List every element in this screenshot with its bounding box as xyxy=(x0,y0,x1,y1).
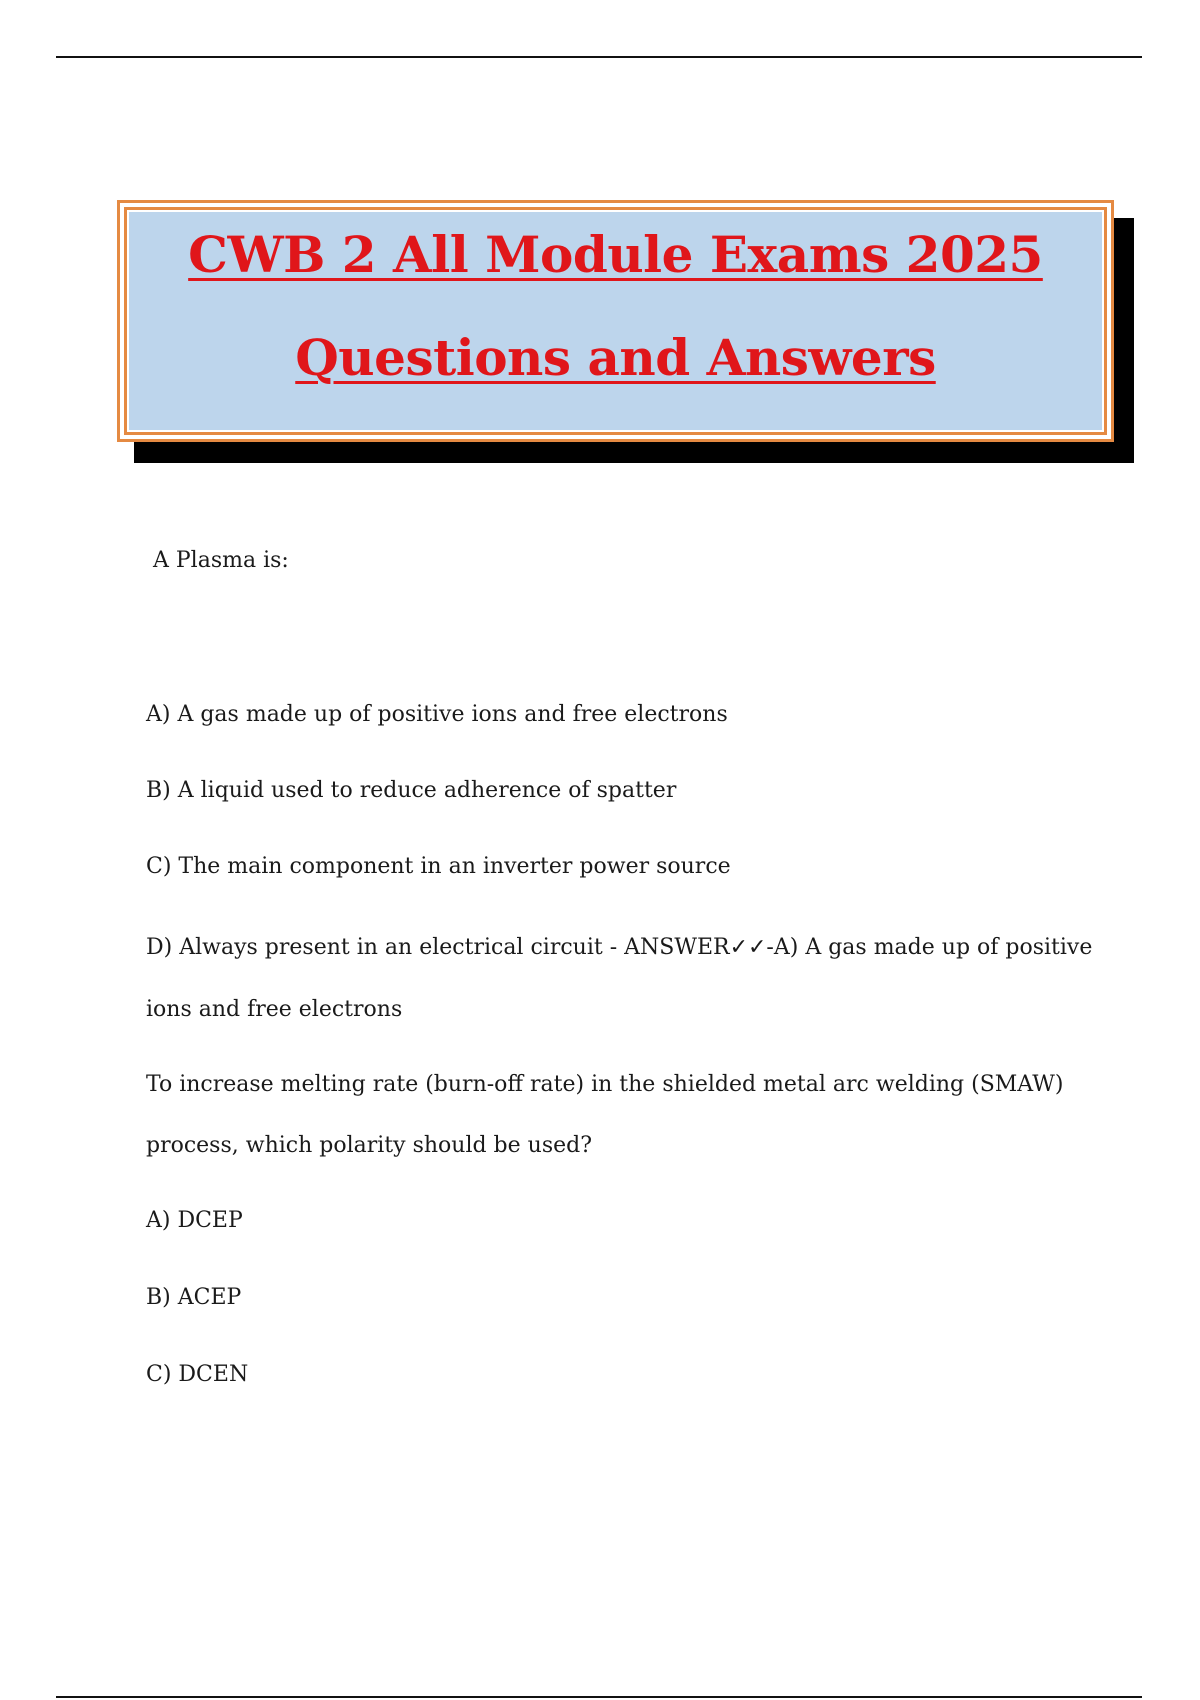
question-2-option-b: B) ACEP xyxy=(146,1285,242,1310)
question-2-prompt-line-1: To increase melting rate (burn-off rate) in the shielded metal arc welding (SMAW) xyxy=(146,1072,1064,1097)
document-title-line-1: CWB 2 All Module Exams 2025 xyxy=(188,225,1043,284)
question-1-option-b: B) A liquid used to reduce adherence of spatter xyxy=(146,778,677,803)
document-title-line-2: Questions and Answers xyxy=(295,328,936,387)
footer-rule xyxy=(56,1696,1142,1698)
question-1-prompt: A Plasma is: xyxy=(153,548,289,573)
question-2-option-a: A) DCEP xyxy=(146,1208,243,1233)
header-rule xyxy=(56,56,1142,58)
question-1-answer-continuation: ions and free electrons xyxy=(146,997,403,1022)
title-box xyxy=(117,200,1114,442)
question-1-option-a: A) A gas made up of positive ions and free electrons xyxy=(146,702,728,727)
question-1-option-d-answer: D) Always present in an electrical circuit - ANSWER✓✓-A) A gas made up of positive xyxy=(146,935,1093,960)
question-2-option-c: C) DCEN xyxy=(146,1362,249,1387)
question-2-prompt-line-2: process, which polarity should be used? xyxy=(146,1133,593,1158)
question-1-option-c: C) The main component in an inverter power source xyxy=(146,854,731,879)
